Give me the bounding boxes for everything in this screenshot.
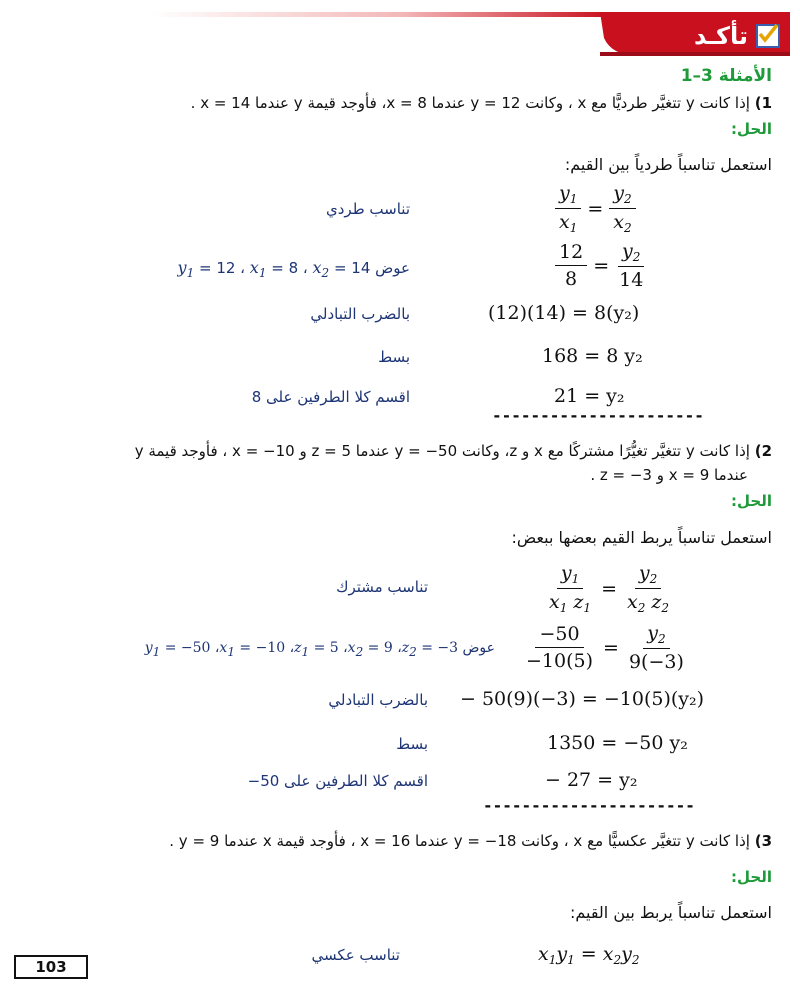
q3-step1-note: تناسب عكسي [311, 946, 400, 964]
fraction: $\frac{y_1}{x_1 z_1}$ [549, 562, 592, 615]
q1-step5-eq: 21 = y₂ [554, 385, 625, 407]
q2-step4-eq: 1350 = −50 y₂ [547, 732, 688, 754]
fraction: $\frac{y_2}{14}$ [619, 240, 644, 291]
q1-step1-note: تناسب طردي [326, 200, 410, 218]
q3-solution-label: الحل: [731, 868, 772, 886]
q3-number: 3) [754, 832, 772, 850]
fraction: $\frac{-50}{-10(5)}$ [526, 623, 594, 672]
q1-step1-eq: $\frac{y_1}{x_1}$ = $\frac{y_2}{x_2}$ [555, 182, 636, 235]
fraction: $\frac{y_2}{x_2}$ [609, 182, 635, 235]
q1-number: 1) [754, 94, 772, 112]
q2-step1-note: تناسب مشترك [336, 578, 428, 596]
q2-statement: إذا كانت y تتغيَّر تغيُّرًا مشتركًا مع x و z، وكانت y = −50 عندما z = 5 و x = −10 ، فأوجد قيمة y [134, 442, 750, 460]
q2-step5-note: اقسم كلا الطرفين على 50− [247, 772, 428, 790]
q1-statement: إذا كانت y تتغيَّر طرديًّا مع x ، وكانت y = 12 عندما x = 8، فأوجد قيمة y عندما x = 14 . [190, 94, 750, 112]
q1-step4-eq: 168 = 8 y₂ [542, 345, 643, 367]
q2-step2-note: عوض y1 = −50 ،x1 = −10 ،z1 = 5 ،x2 = 9 ،z2 = −3 [144, 640, 495, 659]
q3-text [12, 830, 772, 852]
q3-intro: استعمل تناسباً يربط بين القيم: [569, 903, 772, 922]
fraction: $\frac{y_2}{9(-3)}$ [628, 622, 684, 673]
fraction: $\frac{12}{8}$ [555, 241, 587, 290]
header-title: تأكـد [650, 18, 780, 54]
q1-solution-label: الحل: [731, 120, 772, 138]
q1-text [12, 92, 772, 114]
q3-statement: إذا كانت y تتغيَّر عكسيًّا مع x ، وكانت y = −18 عندما x = 16 ، فأوجد قيمة x عندما y = 9 . [169, 832, 750, 850]
page-number: 103 [35, 958, 67, 976]
checkbox-icon [756, 24, 780, 48]
separator-1: ---------------------- [492, 406, 704, 425]
q2-intro: استعمل تناسباً يربط القيم بعضها ببعض: [511, 528, 772, 547]
q2-step3-note: بالضرب التبادلي [328, 691, 428, 709]
q2-step4-note: بسط [396, 735, 428, 753]
page-number-box [14, 955, 88, 979]
q2-solution-label: الحل: [731, 492, 772, 510]
q2-number: 2) [754, 442, 772, 460]
q2-step1-eq: $\frac{y_1}{x_1 z_1}$ = $\frac{y_2}{x_2 z_2}$ [545, 562, 673, 615]
section-title: الأمثلة 3–1 [680, 66, 772, 86]
q1-step5-note: اقسم كلا الطرفين على 8 [251, 388, 410, 406]
q1-step4-note: بسط [378, 348, 410, 366]
q2-step5-eq: − 27 = y₂ [545, 769, 638, 791]
q2-text-line2: عندما x = 9 و z = −3 . [590, 466, 748, 484]
q1-step3-eq: (12)(14) = 8(y₂) [488, 302, 640, 324]
fraction: $\frac{y_1}{x_1}$ [555, 182, 581, 235]
q1-step3-note: بالضرب التبادلي [310, 305, 410, 323]
q1-step2-note: عوض $14 = x_2$ ، $8 = x_1$ ، $12 = y_1$ [177, 258, 410, 280]
q2-text-line1 [12, 440, 772, 462]
q1-step2-eq: $\frac{12}{8}$ = $\frac{y_2}{14}$ [555, 240, 647, 291]
fraction: $\frac{y_2}{x_2 z_2}$ [626, 562, 670, 615]
q3-step1-eq: $x_1y_1 = x_2y_2$ [538, 943, 640, 967]
q2-step2-eq: $\frac{-50}{-10(5)}$ = $\frac{y_2}{9(-3)}$ [522, 622, 688, 673]
q2-step3-eq: − 50(9)(−3) = −10(5)(y₂) [460, 688, 705, 710]
separator-2: ---------------------- [483, 796, 695, 815]
q1-intro: استعمل تناسباً طردياً بين القيم: [564, 155, 772, 174]
